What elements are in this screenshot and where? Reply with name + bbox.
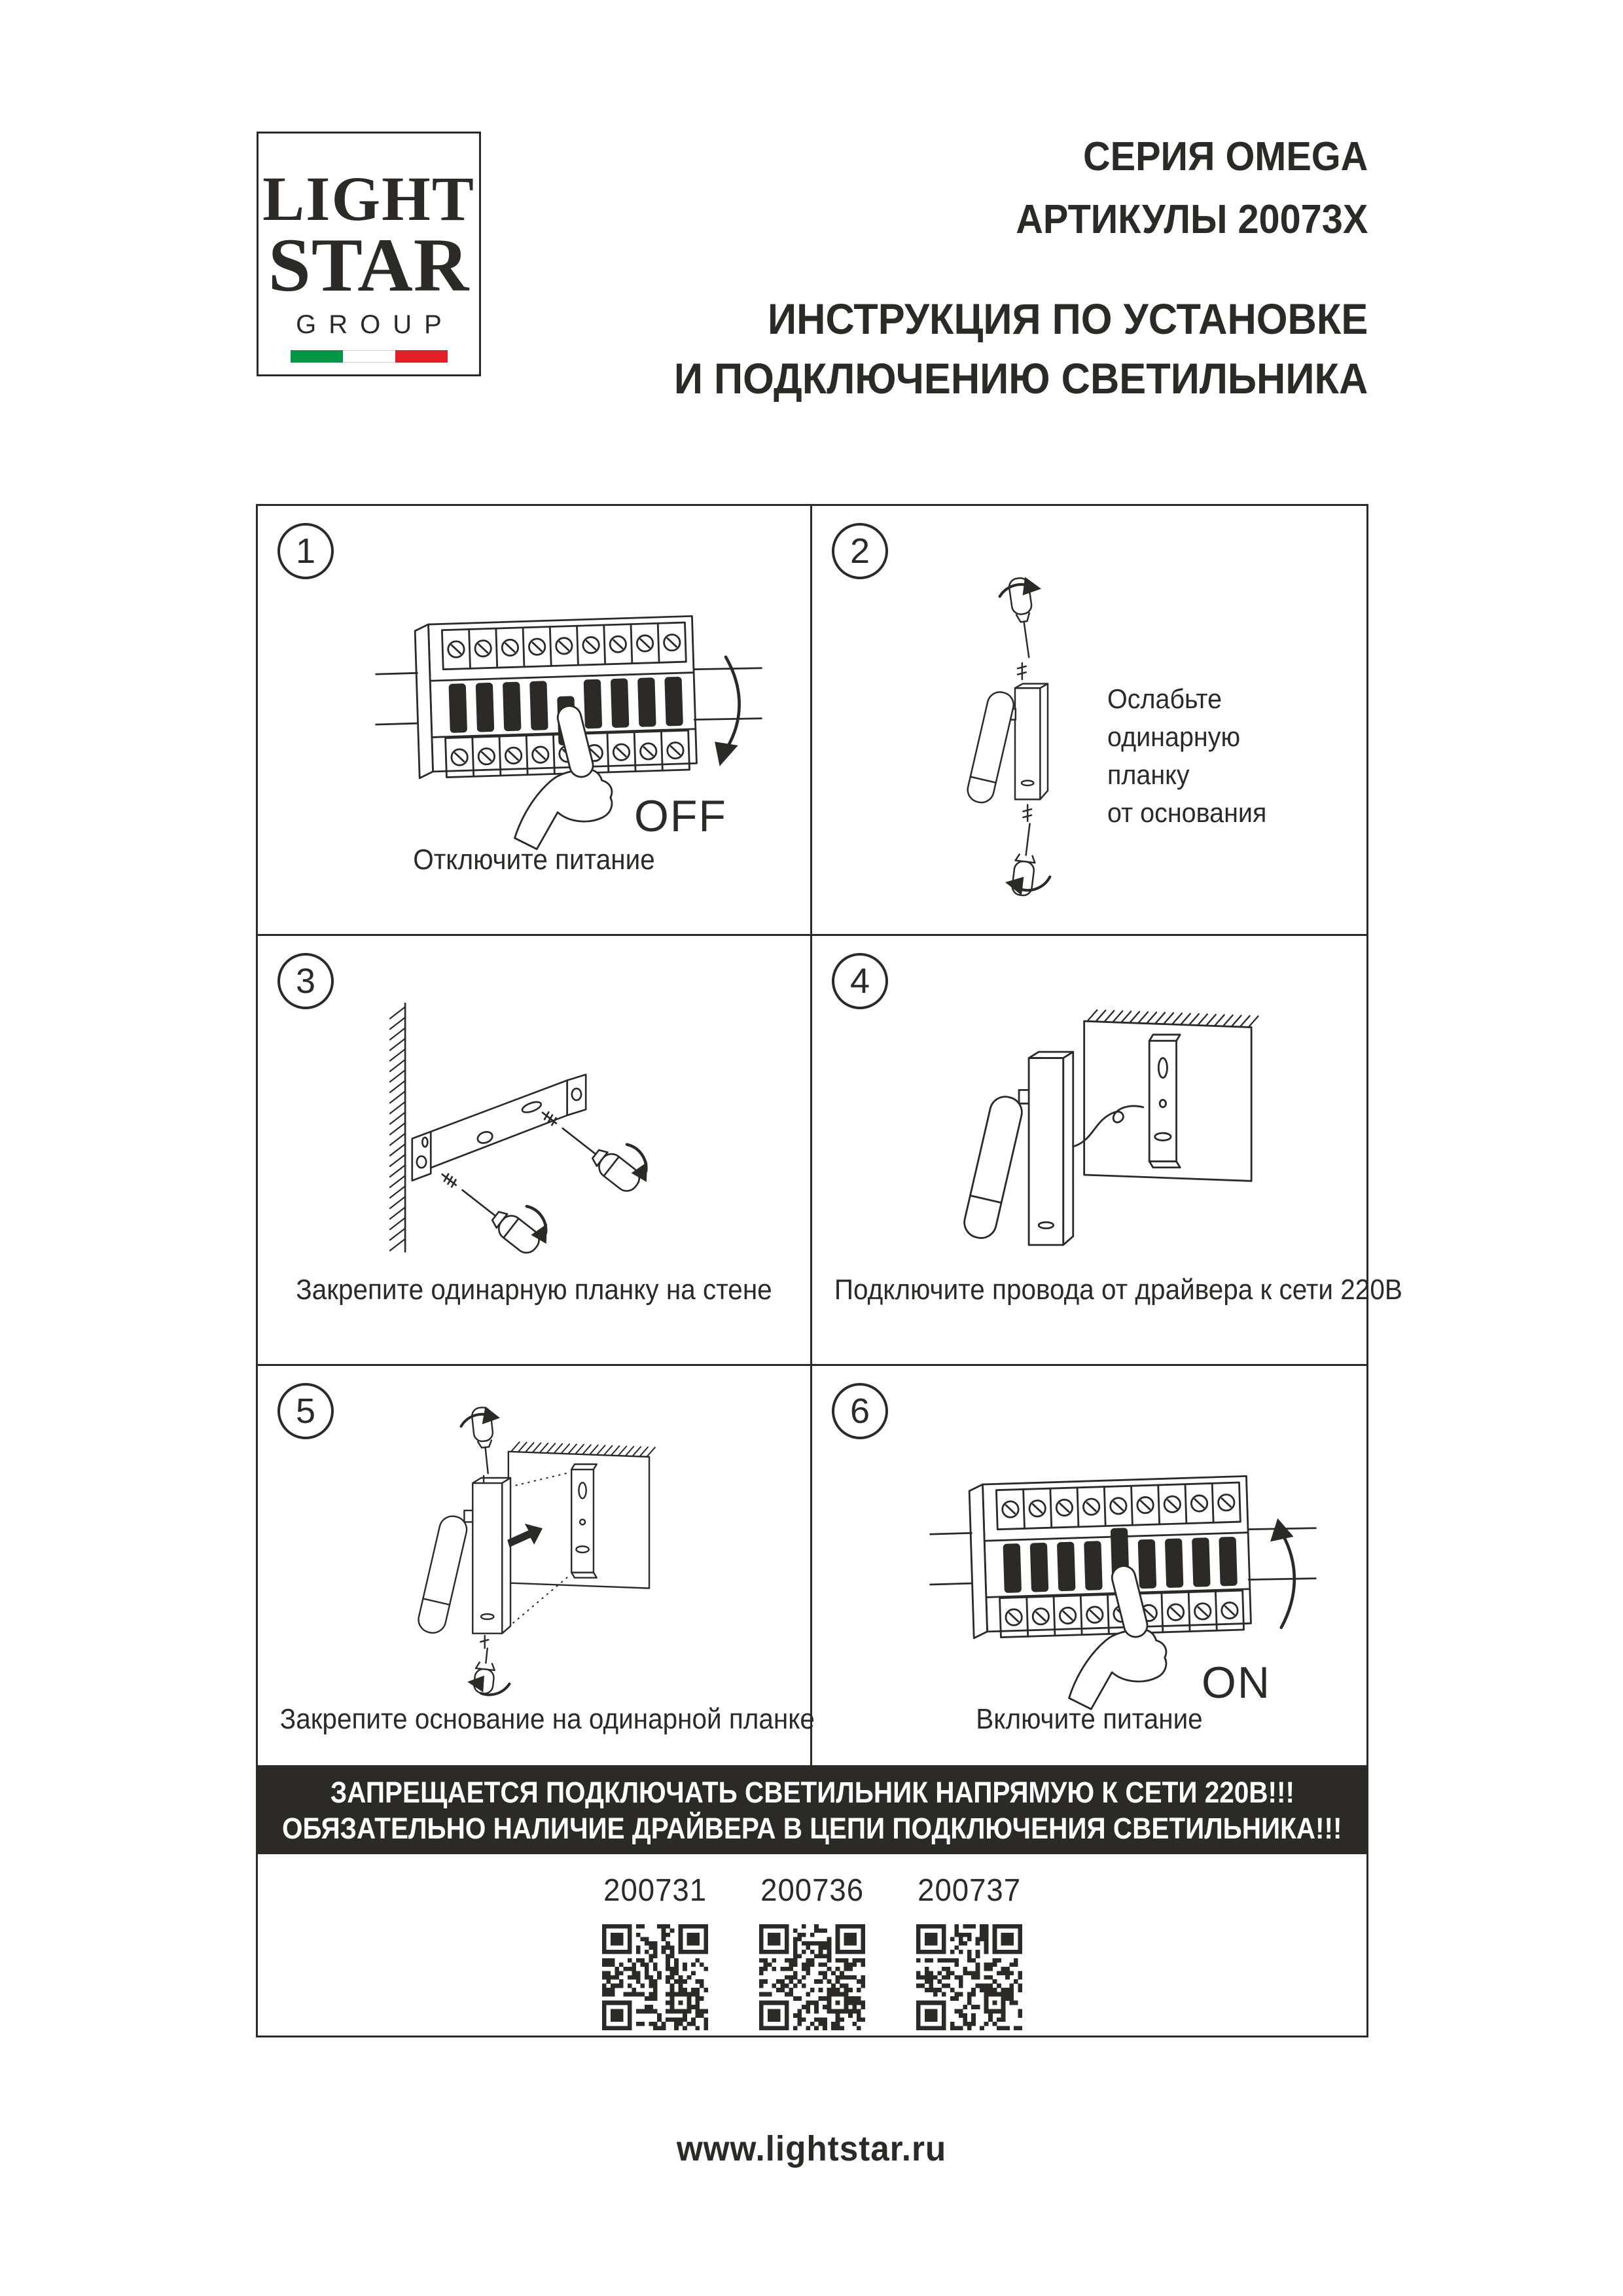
step-5-number-badge <box>277 1383 334 1439</box>
step-cell-5 <box>258 1366 815 1765</box>
qr-code <box>759 1924 865 2030</box>
side-text-line: от основания <box>1107 797 1267 828</box>
flag-green-segment <box>291 350 343 363</box>
base-mounting-illustration <box>327 1400 673 1695</box>
step-3-number-badge <box>277 953 334 1009</box>
side-text-line: Ослабьте <box>1107 683 1222 714</box>
step-cell-4 <box>812 936 1402 1366</box>
qr-section <box>256 1854 1368 2037</box>
step-4-caption: Подключите провода от драйвера к сети 220В <box>834 1274 1402 1306</box>
step-cell-3 <box>258 936 812 1366</box>
instruction-title-line2: И ПОДКЛЮЧЕНИЮ СВЕТИЛЬНИКА <box>673 354 1368 403</box>
step-2-number-badge <box>832 523 888 579</box>
step-6-caption: Включите питание <box>976 1703 1203 1735</box>
step-6-number-badge <box>832 1383 888 1439</box>
product-code: 200737 <box>918 1873 1021 1908</box>
warning-line-2: ОБЯЗАТЕЛЬНО НАЛИЧИЕ ДРАЙВЕРА В ЦЕПИ ПОДКЛЮЧЕНИЯ СВЕТИЛЬНИКА!!! <box>282 1812 1342 1845</box>
step-number: 5 <box>295 1391 316 1431</box>
steps-grid <box>256 504 1402 1767</box>
flag-white-segment <box>343 350 395 363</box>
qr-code <box>602 1924 708 2030</box>
step-number: 2 <box>849 531 870 571</box>
step-number: 3 <box>295 961 316 1001</box>
series-title: СЕРИЯ OMEGA <box>1082 134 1368 179</box>
step-cell-1 <box>258 506 812 936</box>
qr-code <box>916 1924 1022 2030</box>
step-number: 1 <box>295 531 316 571</box>
articles-subtitle: АРТИКУЛЫ 20073Х <box>1015 197 1368 243</box>
step-number: 6 <box>849 1391 870 1431</box>
step-cell-6 <box>812 1366 1366 1765</box>
qr-item <box>758 1873 866 2036</box>
brand-light-text: LIGHT <box>262 164 475 234</box>
step-cell-2 <box>812 506 1366 936</box>
product-code: 200736 <box>760 1873 864 1908</box>
warning-line-1: ЗАПРЕЩАЕТСЯ ПОДКЛЮЧАТЬ СВЕТИЛЬНИК НАПРЯМУЮ К СЕТИ 220В!!! <box>330 1775 1294 1809</box>
instruction-title-line1: ИНСТРУКЦИЯ ПО УСТАНОВКЕ <box>767 295 1368 344</box>
footer-website: www.lightstar.ru <box>676 2129 947 2168</box>
product-code: 200731 <box>603 1873 707 1908</box>
flag-red-segment <box>395 350 448 363</box>
step-number: 4 <box>849 961 870 1001</box>
brand-group-text: GROUP <box>296 310 454 339</box>
step-2-side-text <box>1107 680 1266 832</box>
off-label: OFF <box>634 791 727 841</box>
loosen-plate-illustration <box>933 571 1113 899</box>
wall-plate-mounting-illustration <box>336 992 709 1272</box>
brand-star-text: STAR <box>268 223 470 308</box>
wire-connection-illustration <box>878 982 1283 1277</box>
on-label: ON <box>1202 1658 1271 1708</box>
header-block <box>622 126 1368 408</box>
step-1-caption: Отключите питание <box>413 844 655 876</box>
step-5-caption: Закрепите основание на одинарной планке <box>279 1703 815 1735</box>
side-text-line: планку <box>1107 759 1190 790</box>
qr-item <box>601 1873 709 2036</box>
side-text-line: одинарную <box>1107 721 1241 752</box>
warning-banner <box>256 1767 1368 1854</box>
step-1-number-badge <box>277 523 334 579</box>
italy-flag <box>291 350 448 363</box>
lightstar-logo <box>257 132 481 376</box>
step-3-caption: Закрепите одинарную планку на стене <box>296 1274 772 1306</box>
qr-item <box>916 1873 1023 2036</box>
